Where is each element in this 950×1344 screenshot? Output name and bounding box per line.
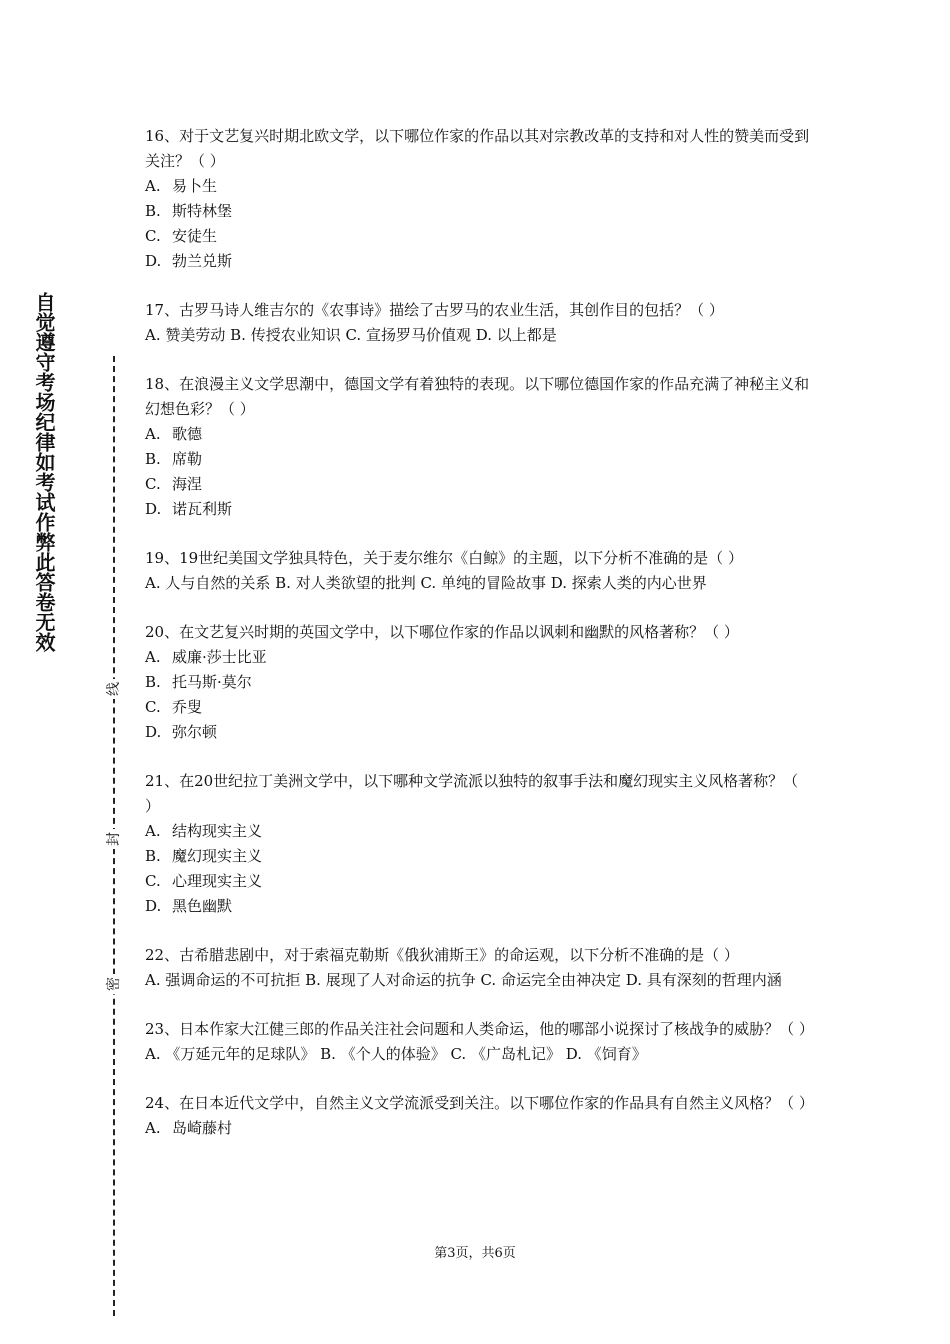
option-letter: B. (145, 202, 161, 220)
option-text: 结构现实主义 (172, 822, 263, 840)
option-text: 黑色幽默 (172, 897, 233, 915)
question-24 (145, 1091, 814, 1141)
inline-options: A. 强调命运的不可抗拒 B. 展现了人对命运的抗争 C. 命运完全由神决定 D. 具有深刻的哲理内涵 (145, 971, 782, 989)
question-20 (145, 620, 810, 745)
question-stem: 21、在20世纪拉丁美洲文学中，以下哪种文学流派以独特的叙事手法和魔幻现实主义风格著称？（ ） (145, 772, 799, 815)
option-b (145, 844, 810, 869)
option-text: 海涅 (172, 475, 203, 493)
inline-options: A. 人与自然的关系 B. 对人类欲望的批判 C. 单纯的冒险故事 D. 探索人类的内心世界 (145, 574, 707, 592)
option-letter: D. (145, 500, 162, 518)
option-letter: C. (145, 872, 161, 890)
option-d (145, 720, 810, 745)
option-a (145, 174, 810, 199)
question-stem: 24、在日本近代文学中，自然主义文学流派受到关注。以下哪位作家的作品具有自然主义风格？（ ） (145, 1094, 814, 1112)
option-text: 歌德 (172, 425, 203, 443)
question-stem: 20、在文艺复兴时期的英国文学中，以下哪位作家的作品以讽刺和幽默的风格著称？（ ） (145, 623, 739, 641)
option-text: 斯特林堡 (172, 202, 233, 220)
option-letter: B. (145, 673, 161, 691)
option-b (145, 199, 810, 224)
question-stem: 19、19世纪美国文学独具特色，关于麦尔维尔《白鲸》的主题，以下分析不准确的是（ ） (145, 549, 743, 567)
question-stem: 23、日本作家大江健三郎的作品关注社会问题和人类命运，他的哪部小说探讨了核战争的威胁？（ ） (145, 1020, 814, 1038)
option-text: 托马斯·莫尔 (172, 673, 252, 691)
question-22 (145, 943, 810, 993)
binding-label-secret: 密 (105, 974, 123, 994)
question-23 (145, 1017, 814, 1067)
question-stem: 17、古罗马诗人维吉尔的《农事诗》描绘了古罗马的农业生活，其创作目的包括？（ ） (145, 301, 724, 319)
option-letter: B. (145, 847, 161, 865)
option-text: 弥尔顿 (172, 723, 218, 741)
option-text: 心理现实主义 (172, 872, 263, 890)
option-text: 勃兰兑斯 (172, 252, 233, 270)
option-text: 岛崎藤村 (172, 1119, 233, 1137)
option-c (145, 869, 810, 894)
option-c (145, 695, 810, 720)
option-a (145, 422, 810, 447)
option-letter: D. (145, 723, 162, 741)
inline-options: A. 赞美劳动 B. 传授农业知识 C. 宣扬罗马价值观 D. 以上都是 (145, 326, 557, 344)
option-d (145, 497, 810, 522)
question-21 (145, 769, 810, 919)
question-stem: 18、在浪漫主义文学思潮中，德国文学有着独特的表现。以下哪位德国作家的作品充满了神秘主义和幻想色彩？（ ） (145, 375, 810, 418)
question-stem: 22、古希腊悲剧中，对于索福克勒斯《俄狄浦斯王》的命运观，以下分析不准确的是（ ） (145, 946, 739, 964)
option-d (145, 894, 810, 919)
option-text: 安徒生 (172, 227, 218, 245)
option-letter: C. (145, 698, 161, 716)
exam-discipline-notice: 自觉遵守考场纪律如考试作弊此答卷无效 (32, 292, 56, 652)
binding-label-seal: 封 (105, 829, 123, 849)
option-letter: D. (145, 897, 162, 915)
option-c (145, 472, 810, 497)
inline-options: A. 《万延元年的足球队》 B. 《个人的体验》 C. 《广岛札记》 D. 《饲育》 (145, 1045, 647, 1063)
option-letter: A. (145, 648, 161, 666)
option-text: 威廉·莎士比亚 (172, 648, 267, 666)
option-letter: A. (145, 425, 161, 443)
option-a (145, 819, 810, 844)
option-letter: C. (145, 475, 161, 493)
question-19 (145, 546, 810, 596)
option-letter: A. (145, 1119, 161, 1137)
binding-label-line: 线 (105, 679, 123, 699)
option-letter: D. (145, 252, 162, 270)
option-a (145, 645, 810, 670)
option-text: 乔叟 (172, 698, 203, 716)
question-stem: 16、对于文艺复兴时期北欧文学，以下哪位作家的作品以其对宗教改革的支持和对人性的赞美而受到关注？（ ） (145, 127, 810, 170)
option-letter: A. (145, 177, 161, 195)
option-text: 诺瓦利斯 (172, 500, 233, 518)
option-letter: C. (145, 227, 161, 245)
option-b (145, 670, 810, 695)
question-17 (145, 298, 810, 348)
option-text: 易卜生 (172, 177, 218, 195)
page-footer: 第3页，共6页 (434, 1246, 516, 1261)
option-text: 席勒 (172, 450, 203, 468)
option-text: 魔幻现实主义 (172, 847, 263, 865)
option-a (145, 1116, 810, 1141)
option-b (145, 447, 810, 472)
option-letter: B. (145, 450, 161, 468)
question-list (145, 124, 814, 1165)
option-letter: A. (145, 822, 161, 840)
question-16 (145, 124, 810, 274)
question-18 (145, 372, 810, 522)
option-d (145, 249, 810, 274)
option-c (145, 224, 810, 249)
